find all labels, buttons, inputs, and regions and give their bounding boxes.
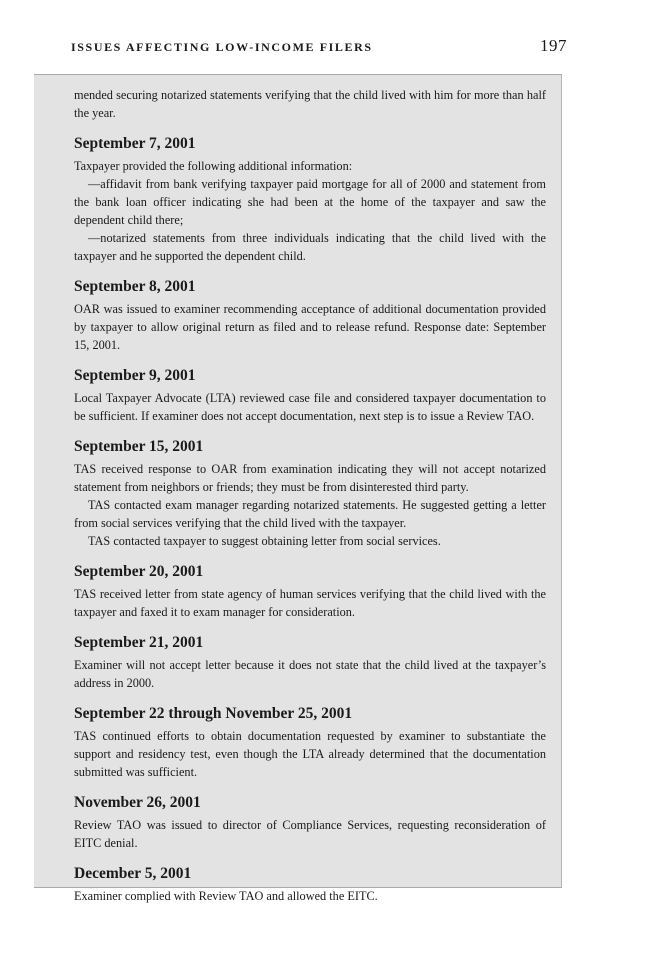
timeline-entry (74, 864, 546, 905)
entry-paragraph: Taxpayer provided the following additional information: (74, 159, 353, 173)
timeline-entry (74, 562, 546, 621)
timeline-entry (74, 437, 546, 550)
running-head (71, 38, 567, 58)
entry-paragraph: TAS contacted exam manager regarding notarized statements. He suggested getting a letter from social services verifying that the child lived with the taxpayer. (74, 498, 546, 530)
page-number: 197 (540, 36, 567, 55)
entry-paragraph: Local Taxpayer Advocate (LTA) reviewed case file and considered taxpayer documentation to be sufficient. If examiner does not accept documentation, next step is to issue a Review TAO. (74, 391, 546, 423)
entry-paragraph: TAS received letter from state agency of human services verifying that the child lived with the taxpayer and faxed it to exam manager for consideration. (74, 587, 546, 619)
entry-date-heading: September 7, 2001 (74, 135, 196, 152)
entry-date-heading: September 8, 2001 (74, 278, 196, 295)
entry-paragraph: Review TAO was issued to director of Compliance Services, requesting reconsideration of EITC denial. (74, 818, 546, 850)
intro-entry (74, 86, 546, 122)
timeline-entry (74, 366, 546, 425)
entry-date-heading: September 22 through November 25, 2001 (74, 705, 353, 722)
entry-date-heading: September 20, 2001 (74, 563, 204, 580)
entry-date-heading: September 15, 2001 (74, 438, 204, 455)
entry-paragraph: TAS contacted taxpayer to suggest obtaining letter from social services. (88, 534, 441, 548)
case-timeline-box (34, 74, 562, 903)
entry-date-heading: September 21, 2001 (74, 634, 204, 651)
entry-date-heading: November 26, 2001 (74, 794, 201, 811)
entry-paragraph: OAR was issued to examiner recommending acceptance of additional documentation provided by taxpayer to allow original return as filed and to release refund. Response date: September 15, 2001. (74, 302, 546, 352)
entry-paragraph: TAS continued efforts to obtain documentation requested by examiner to substantiate the support and residency test, even though the LTA already determined that the documentation submitted was sufficient. (74, 729, 546, 779)
timeline-entry (74, 633, 546, 692)
timeline-entry (74, 277, 546, 354)
entry-paragraph: —affidavit from bank verifying taxpayer paid mortgage for all of 2000 and statement from the bank loan officer indicating she had been at the home of the taxpayer and saw the dependent child there; (74, 177, 546, 227)
entry-paragraph: Examiner complied with Review TAO and allowed the EITC. (74, 889, 378, 903)
entry-paragraph: Examiner will not accept letter because it does not state that the child lived at the taxpayer’s address in 2000. (74, 658, 546, 690)
timeline-entry (74, 793, 546, 852)
timeline-entry (74, 704, 546, 781)
entry-date-heading: September 9, 2001 (74, 367, 196, 384)
running-title: ISSUES AFFECTING LOW-INCOME FILERS (71, 40, 373, 54)
entry-paragraph: TAS received response to OAR from examination indicating they will not accept notarized statement from neighbors or friends; they must be from disinterested third party. (74, 462, 546, 494)
case-timeline-content (74, 86, 546, 905)
entry-date-heading: December 5, 2001 (74, 865, 192, 882)
entry-paragraph: —notarized statements from three individuals indicating that the child lived with the taxpayer and he supported the dependent child. (74, 231, 546, 263)
intro-paragraph: mended securing notarized statements verifying that the child lived with him for more than half the year. (74, 88, 546, 120)
timeline-entries (74, 134, 546, 905)
timeline-entry (74, 134, 546, 265)
